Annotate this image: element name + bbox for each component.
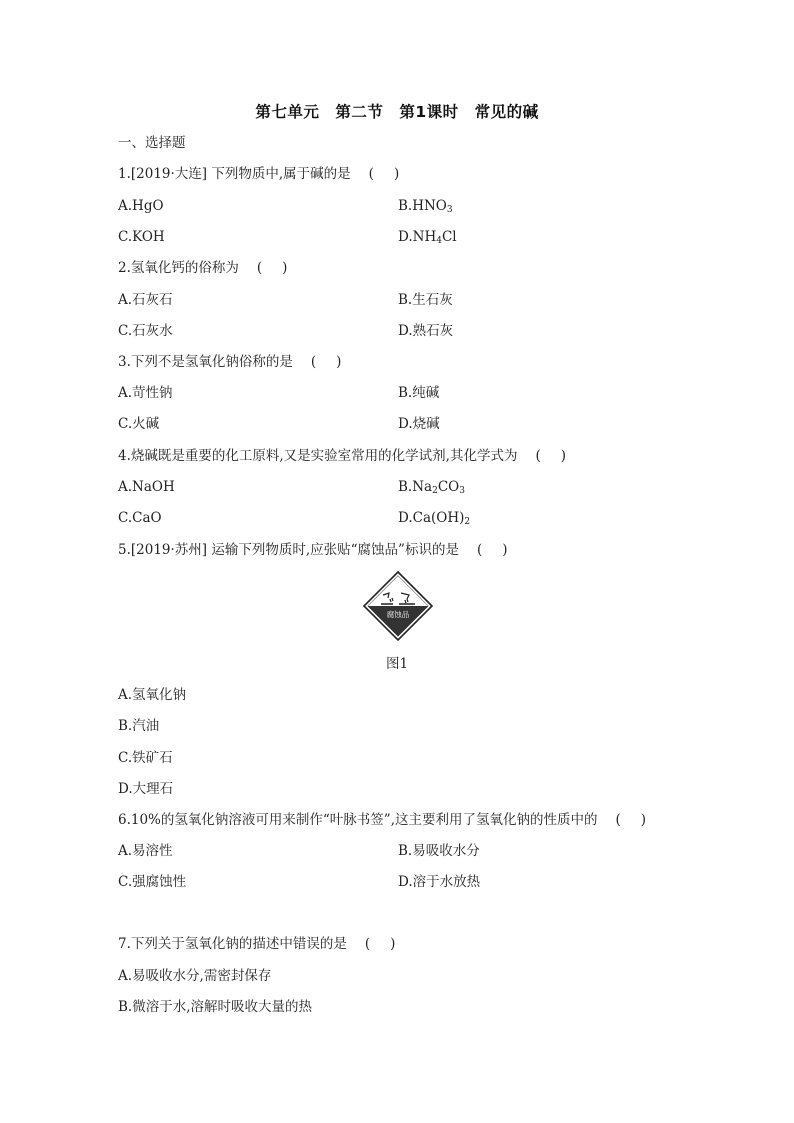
q3-option-b: B.纯碱	[398, 385, 440, 401]
q2-option-d: D.熟石灰	[398, 323, 454, 339]
q6-option-c: C.强腐蚀性	[118, 874, 187, 890]
q3-option-a: A.苛性钠	[118, 385, 173, 401]
q5-option-b: B.汽油	[118, 718, 160, 734]
question-stem: 4.烧碱既是重要的化工原料,又是实验室常用的化学试剂,其化学式为	[118, 448, 518, 464]
figure-caption: 图1	[385, 656, 409, 672]
answer-blank[interactable]: ( )	[535, 448, 567, 464]
answer-blank[interactable]: ( )	[256, 260, 288, 276]
question-2	[118, 258, 287, 278]
answer-blank[interactable]: ( )	[368, 166, 400, 182]
question-6	[118, 810, 646, 830]
question-stem: 6.10%的氢氧化钠溶液可用来制作“叶脉书签”,这主要利用了氢氧化钠的性质中的	[118, 812, 598, 828]
q1-option-b: $B.HNO_3$	[398, 198, 453, 215]
answer-blank[interactable]: ( )	[310, 354, 342, 370]
corrosive-hazard-sign	[363, 571, 433, 641]
q1-option-c: C.KOH	[118, 229, 165, 245]
question-3	[118, 352, 341, 372]
answer-blank[interactable]: ( )	[364, 936, 396, 952]
q6-option-a: A.易溶性	[118, 843, 173, 859]
question-1	[118, 164, 399, 184]
question-7	[118, 934, 395, 954]
q2-option-c: C.石灰水	[118, 323, 173, 339]
q3-option-c: C.火碱	[118, 416, 160, 432]
q1-option-a: A.HgO	[118, 198, 164, 214]
question-stem: 5.[2019·苏州] 运输下列物质时,应张贴“腐蚀品”标识的是	[118, 542, 459, 558]
q7-option-a: A.易吸收水分,需密封保存	[118, 968, 272, 984]
q4-option-c: C.CaO	[118, 510, 162, 526]
question-4	[118, 446, 566, 466]
q1-option-d: $D.NH_4Cl$	[398, 229, 457, 246]
q4-option-d: $D.Ca(OH)_2$	[398, 510, 471, 527]
q2-option-a: A.石灰石	[118, 292, 173, 308]
question-stem: 7.下列关于氢氧化钠的描述中错误的是	[118, 936, 347, 952]
page-title: 第七单元 第二节 第1课时 常见的碱	[255, 103, 539, 121]
question-stem: 1.[2019·大连] 下列物质中,属于碱的是	[118, 166, 351, 182]
q5-option-d: D.大理石	[118, 781, 174, 797]
q7-option-b: B.微溶于水,溶解时吸收大量的热	[118, 999, 313, 1015]
q6-option-b: B.易吸收水分	[398, 843, 480, 859]
answer-blank[interactable]: ( )	[615, 812, 647, 828]
q2-option-b: B.生石灰	[398, 292, 453, 308]
q4-option-b: $B.Na_2CO_3$	[398, 479, 465, 496]
section-heading: 一、选择题	[118, 135, 186, 151]
question-5	[118, 540, 508, 560]
q4-option-a: A.NaOH	[118, 479, 175, 495]
answer-blank[interactable]: ( )	[476, 542, 508, 558]
question-stem: 3.下列不是氢氧化钠俗称的是	[118, 354, 293, 370]
sign-label: 腐蚀品	[386, 610, 410, 619]
q3-option-d: D.烧碱	[398, 416, 440, 432]
q5-option-c: C.铁矿石	[118, 750, 173, 766]
q6-option-d: D.溶于水放热	[398, 874, 481, 890]
q5-option-a: A.氢氧化钠	[118, 687, 187, 703]
question-stem: 2.氢氧化钙的俗称为	[118, 260, 239, 276]
